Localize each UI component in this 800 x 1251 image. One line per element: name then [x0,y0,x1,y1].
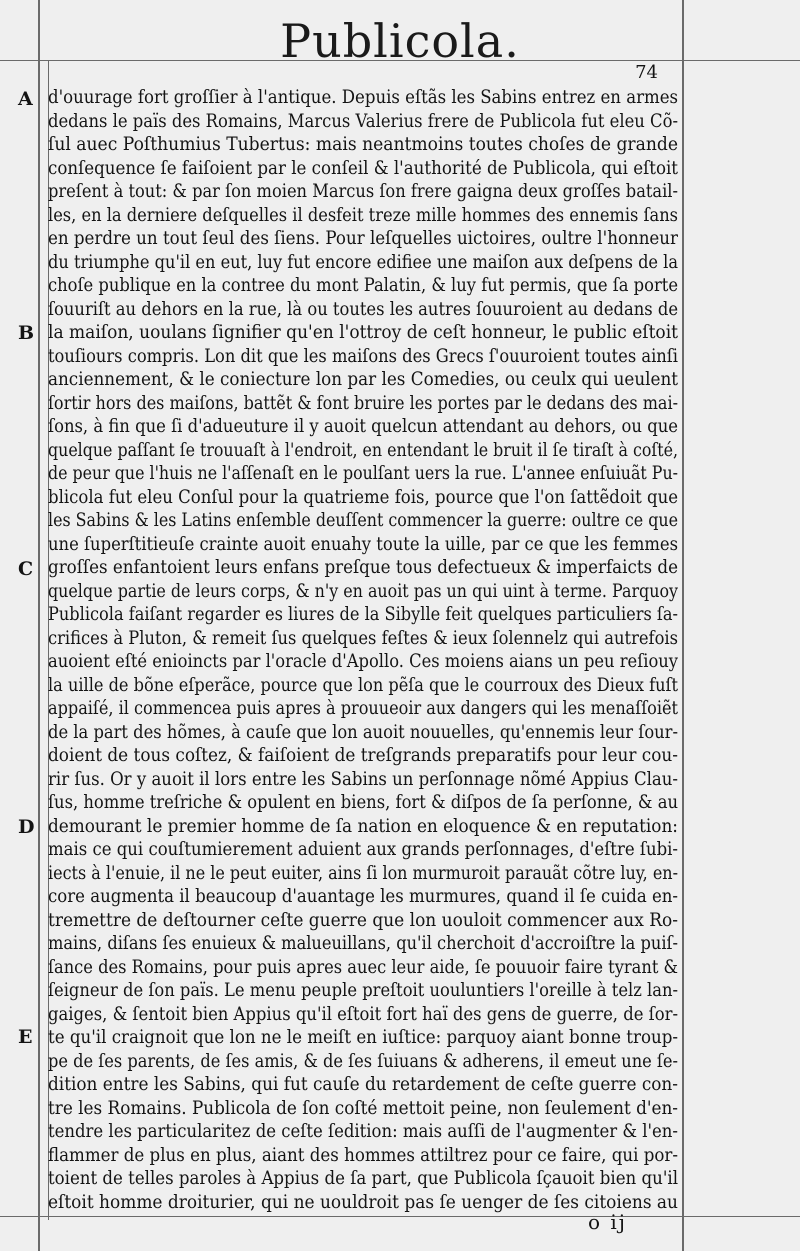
footer-rule [0,1216,800,1217]
margin-marker-e: E [18,1026,33,1048]
text-line: demourant le premier homme de ſa nation en eloquence & en reputation: [48,815,678,837]
margin-marker-d: D [18,816,35,838]
text-line: ſortir hors des maiſons, battẽt & font bruire les portes par le dedans des mai- [48,392,678,414]
page-number: 74 [635,62,658,83]
text-line: tre les Romains. Publicola de ſon coſté mettoit peine, non ſeulement d'en- [48,1097,678,1119]
text-line: les, en la derniere deſquelles il desfeit treze mille hommes des ennemis ſans [48,204,678,226]
text-line: quelque paſſant ſe trouuaſt à l'endroit, en entendant le bruit il ſe tiraſt à coſté, [48,439,678,461]
margin-marker-a: A [18,88,33,110]
text-line: gaiges, & ſentoit bien Appius qu'il eſtoit fort haï des gens de guerre, de ſor- [48,1003,678,1025]
text-line: iects à l'enuie, il ne le peut euiter, ains ſi lon murmuroit parauãt cõtre luy, en- [48,862,678,884]
text-line: appaiſé, il commencea puis apres à prouueoir aux dangers qui les menaſſoiẽt [48,698,678,719]
right-margin-rule [682,0,684,1251]
text-line: ſance des Romains, pour puis apres auec leur aide, ſe pouuoir faire tyrant & [48,956,678,978]
text-line: Publicola faiſant regarder es liures de la Sibylle feit quelques particuliers ſa- [48,604,678,625]
text-line: quelque partie de leurs corps, & n'y en auoit pas un qui uint à terme. Parquoy [48,580,678,602]
text-line: de la part des hõmes, à cauſe que lon auoit nouuelles, qu'ennemis leur ſour- [48,721,678,743]
signature-mark: o ij [588,1210,627,1234]
text-line: tendre les particularitez de ceſte ſedition: mais auſſi de l'augmenter & l'en- [48,1121,678,1142]
text-line: du triumphe qu'il en eut, luy fut encore edifiee une maiſon aux deſpens de la [48,251,678,273]
text-line: crifices à Pluton, & remeit ſus quelques feſtes & ieux ſolennelz qui autrefois [48,627,678,649]
text-line: doient de tous coſtez, & faiſoient de treſgrands preparatifs pour leur cou- [48,745,678,766]
text-line: en perdre un tout ſeul des ſiens. Pour leſquelles uictoires, oultre l'honneur [48,228,678,249]
text-line: anciennement, & le coniecture lon par les Comedies, ou ceulx qui ueulent [48,369,678,390]
text-line: groſſes enfantoient leurs enfans preſque tous defectueux & imperfaicts de [48,557,678,578]
page-title: Publicola. [280,14,520,68]
text-line: une ſuperſtitieuſe crainte auoit enuahy toute la uille, par ce que les femmes [48,533,678,555]
text-line: rir ſus. Or y auoit il lors entre les Sabins un perſonnage nõmé Appius Clau- [48,768,678,790]
text-line: touſiours compris. Lon dit que les maiſons des Grecs ſ'ouuroient toutes ainſi [48,345,678,367]
text-line: choſe publique en la contree du mont Palatin, & luy fut permis, que ſa porte [48,275,678,296]
text-line: la maiſon, uoulans ſignifier qu'en l'ottroy de ceſt honneur, le public eſtoit [48,322,678,343]
text-line: auoient eſté enioincts par l'oracle d'Apollo. Ces moiens aians un peu reſiouy [48,651,678,672]
text-line: la uille de bõne eſperãce, pource que lon pẽſa que le courroux des Dieux fuſt [48,674,678,696]
text-line: preſent à tout: & par ſon moien Marcus ſon frere gaigna deux groſſes batail- [48,181,678,202]
text-line: ſouuriſt au dehors en la rue, là ou toutes les autres ſouuroient au dedans de [48,298,678,320]
text-line: dition entre les Sabins, qui fut cauſe du retardement de ceſte guerre con- [48,1074,678,1095]
text-line: ſul auec Poſthumius Tubertus: mais neantmoins toutes choſes de grande [48,134,678,155]
text-line: les Sabins & les Latins enſemble deuſſent commencer la guerre: oultre ce que [48,510,678,531]
text-line: conſequence ſe faiſoient par le conſeil & l'authorité de Publicola, qui eſtoit [48,157,678,179]
text-line: tremettre de deſtourner ceſte guerre que lon uouloit commencer aux Ro- [48,909,678,931]
text-line: mains, diſans ſes enuieux & malueuillans, qu'il cherchoit d'accroiſtre la puiſ- [48,933,678,954]
text-line: de peur que l'huis ne l'aſſenaſt en le poulſant uers la rue. L'annee enſuiuãt Pu- [48,463,678,484]
text-line: ſeigneur de ſon païs. Le menu peuple preſtoit uouluntiers l'oreille à telz lan- [48,980,678,1001]
text-line: mais ce qui couſtumierement aduient aux grands perſonnages, d'eſtre ſubi- [48,839,678,860]
text-line: blicola fut eleu Conſul pour la quatrieme fois, pource que l'on ſattẽdoit que [48,486,678,508]
text-line: ſus, homme treſriche & opulent en biens, fort & diſpos de ſa perſonne, & au [48,792,678,813]
text-line: dedans le païs des Romains, Marcus Valerius frere de Publicola fut eleu Cõ- [48,110,678,132]
text-line: d'ouurage fort groſſier à l'antique. Depuis eſtãs les Sabins entrez en armes [48,87,678,108]
text-line: ſons, à fin que ſi d'adueuture il y auoit quelcun attendant au dehors, ou que [48,416,678,437]
text-line: flammer de plus en plus, aiant des hommes attiltrez pour ce faire, qui por- [48,1144,678,1166]
body-text [48,86,678,1214]
text-line: toient de telles paroles à Appius de ſa part, que Publicola ſçauoit bien qu'il [48,1168,678,1189]
text-line: core augmenta il beaucoup d'auantage les murmures, quand il ſe cuida en- [48,886,678,907]
margin-marker-b: B [18,322,35,344]
text-line: pe de ſes parents, de ſes amis, & de ſes ſuiuans & adherens, il emeut une ſe- [48,1050,678,1072]
text-line: te qu'il craignoit que lon ne le meiſt en iuſtice: parquoy aiant bonne troup- [48,1027,678,1048]
left-margin-rule [38,0,40,1251]
margin-marker-c: C [18,558,34,580]
text-line: eſtoit homme droiturier, qui ne uouldroit pas ſe uenger de ſes citoiens au [48,1191,678,1213]
